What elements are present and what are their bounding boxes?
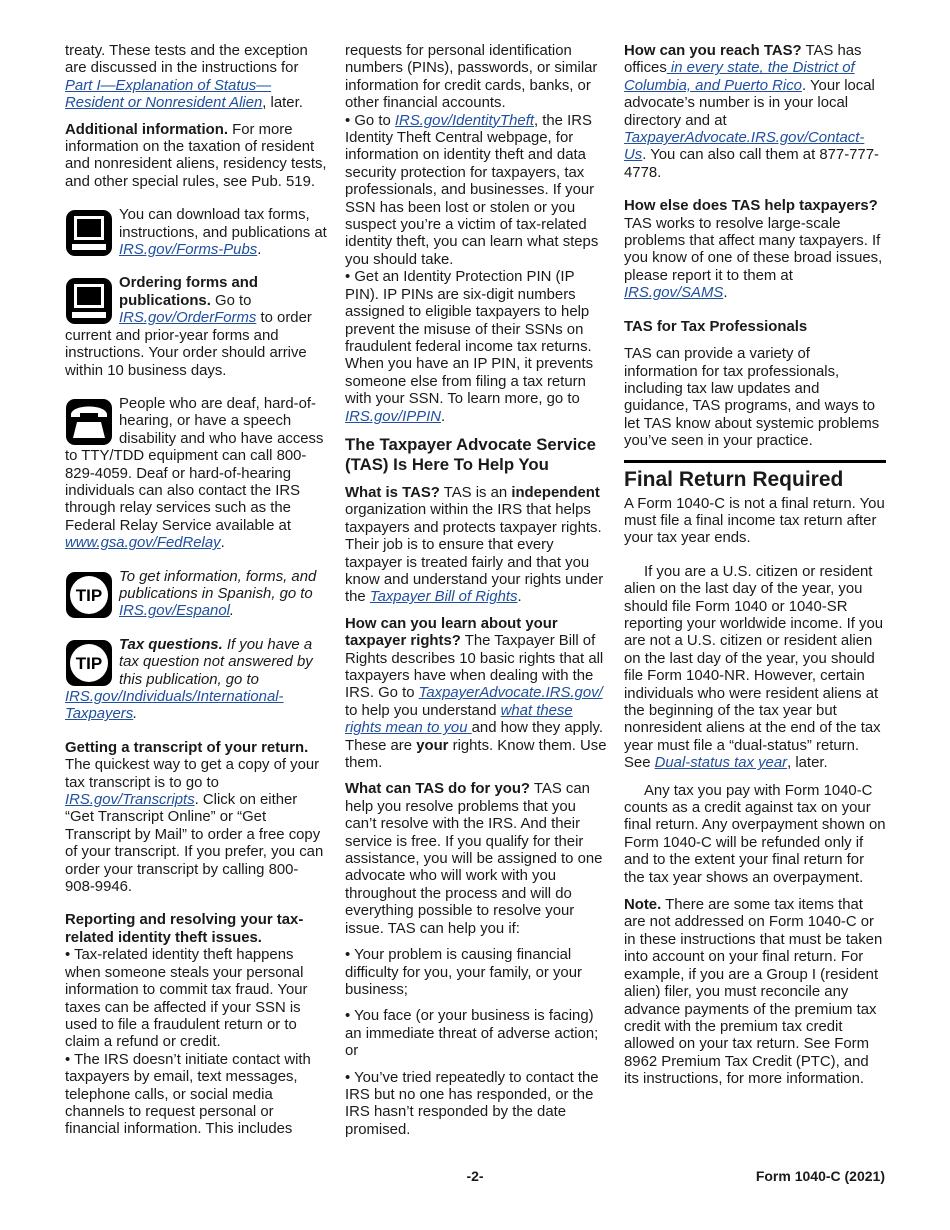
identity-theft-section <box>65 912 327 1138</box>
tas-heading: The Taxpayer Advocate Service (TAS) Is Here To Help You <box>345 434 596 474</box>
bullet-item: • The IRS doesn’t initiate contact with taxpayers by email, text messages, telephone calls, or social media channels to request personal or financial information. This includes <box>65 1051 311 1138</box>
computer-icon <box>65 209 113 257</box>
link-ippin[interactable]: IRS.gov/IPPIN <box>345 408 441 425</box>
link-what-these-rights-mean[interactable]: what these rights mean to you <box>345 702 573 737</box>
paragraph-what-is-tas: What is TAS? TAS is an independent organization within the IRS that helps taxpayers and protects taxpayer rights. Their job is to ensure that every taxpayer is treated fairly and that you know and understand your rights under the Taxpayer Bill of Rights. <box>345 484 604 606</box>
column-2 <box>345 43 607 1148</box>
svg-text:TIP: TIP <box>75 653 103 673</box>
column-3 <box>624 43 886 1098</box>
final-return-heading: Final Return Required <box>624 467 844 491</box>
tip-icon <box>65 571 113 619</box>
link-taxpayer-advocate[interactable]: TaxpayerAdvocate.IRS.gov/ <box>418 685 603 702</box>
bullet-item: • You face (or your business is facing) an immediate threat of adverse action; or <box>345 1008 599 1060</box>
paragraph-else-tas: How else does TAS help taxpayers? TAS works to resolve large-scale problems that affect many taxpayers. If you know of one of these broad issues, please report it to them at IRS.gov/SAMS. <box>624 198 883 302</box>
paragraph-final-citizen: If you are a U.S. citizen or resident alien on the last day of the year, you should file Form 1040 or 1040-SR reporting your worldwide income. If you are not a U.S. citizen or resident alien on the last day of the year, you should file Form 1040-NR. However, certain individuals who were resident aliens at the beginning of the tax year but nonresident aliens at the end of the tax year must file a “dual-status” return. See Dual-status tax year, later. <box>624 563 884 772</box>
tty-tdd-block: People who are deaf, hard-of-hearing, or have a speech disability and who have access to TTY/TDD equipment can call 800-829-4059. Deaf or hard-of-hearing individuals can also contact the IRS through relay services such as the Federal Relay Service available at www.gsa.gov/FedRelay. <box>65 395 324 552</box>
paragraph-additional-info: Additional information. For more information on the taxation of resident and nonresident aliens, residency tests, and other special rules, see Pub. 519. <box>65 121 327 190</box>
tip-spanish-block: TIP To get information, forms, and publications in Spanish, go to IRS.gov/Espanol. <box>65 569 327 621</box>
column-1 <box>65 43 327 1139</box>
paragraph-note: Note. There are some tax items that are not addressed on Form 1040-C or in these instructions that must be taken into account on your final return. For example, if you are a Group I (resident alien) filer, you must reconcile any advance payments of the premium tax credit with the premium tax credit allowed on your tax return. See Form 8962 Premium Tax Credit (PTC), and its instructions, for more information. <box>624 897 883 1088</box>
paragraph-continued: requests for personal identification numbers (PINs), passwords, or similar information for credit cards, banks, or other financial accounts. <box>345 43 598 112</box>
link-identity-theft[interactable]: IRS.gov/IdentityTheft <box>394 112 534 129</box>
bullet-item: • Tax-related identity theft happens when someone steals your personal information to commit tax fraud. Your taxes can be affected if your SSN is used to file a fraudulent return or to claim a refund or credit. <box>65 947 308 1051</box>
paragraph-treaty: treaty. These tests and the exception are discussed in the instructions for Part I—Explanation of Status—Resident or Nonresident Alien, later. <box>65 43 308 112</box>
link-state-offices[interactable]: in every state, the District of Columbia, and Puerto Rico <box>624 60 855 94</box>
tip-tax-questions-block: TIP Tax questions. If you have a tax question not answered by this publication, go to IRS.gov/Individuals/International-Taxpayers. <box>65 636 313 723</box>
link-forms-pubs[interactable]: IRS.gov/Forms-Pubs <box>119 242 258 259</box>
paragraph-transcript: Getting a transcript of your return. The quickest way to get a copy of your tax transcript is to go to IRS.gov/Transcripts. Click on either “Get Transcript Online” or “Get Transcript by Mail” to order a free copy of your transcript. If you prefer, you can order your transcript by calling 800-908-9946. <box>65 739 324 896</box>
identity-theft-heading: Reporting and resolving your tax-related identity theft issues. <box>65 912 304 946</box>
paragraph-final-credit: Any tax you pay with Form 1040-C counts as a credit against tax on your final return. Any overpayment shown on Form 1040-C will be refunded only if and to the extent your final return for the tax year shows an overpayment. <box>624 782 886 886</box>
paragraph-final-intro: A Form 1040-C is not a final return. You must file a final income tax return after your tax year ends. <box>624 495 885 547</box>
paragraph-what-can-tas-do: What can TAS do for you? TAS can help you resolve problems that you can’t resolve with the IRS. And their service is free. If you qualify for their assistance, you will be assigned to one advocate who will work with you throughout the process and will do everything possible to resolve your issue. TAS can help you if: <box>345 781 603 937</box>
form-identifier: Form 1040-C (2021) <box>755 1168 885 1184</box>
download-forms-block: You can download tax forms, instructions, and publications at IRS.gov/Forms-Pubs. <box>65 207 327 259</box>
telephone-icon <box>65 398 113 446</box>
ordering-forms-block: Ordering forms and publications. Go to IRS.gov/OrderForms to order current and prior-year forms and instructions. Your order should arrive within 10 business days. <box>65 275 312 379</box>
link-international-taxpayers[interactable]: IRS.gov/Individuals/International-Taxpayers <box>65 689 284 723</box>
page-number: -2- <box>466 1168 484 1184</box>
tip-icon <box>65 639 113 687</box>
link-taxpayer-bill-of-rights[interactable]: Taxpayer Bill of Rights <box>369 589 518 606</box>
link-dual-status-tax-year[interactable]: Dual-status tax year <box>654 755 788 772</box>
computer-icon <box>65 277 113 325</box>
link-order-forms[interactable]: IRS.gov/OrderForms <box>119 310 257 327</box>
link-contact-us[interactable]: TaxpayerAdvocate.IRS.gov/Contact-Us <box>624 130 865 164</box>
tas-professionals-heading: TAS for Tax Professionals <box>624 318 808 335</box>
paragraph-learn-rights: How can you learn about your taxpayer rights? The Taxpayer Bill of Rights describes 10 basic rights that all taxpayers have when dealing with the IRS. Go to TaxpayerAdvocate.IRS.gov/ to help you understand what these rights mean to you and how they apply. These are your rights. Know them. Use them. <box>345 615 607 772</box>
section-divider <box>624 460 886 463</box>
link-transcripts[interactable]: IRS.gov/Transcripts <box>65 792 195 809</box>
bullet-item: • Get an Identity Protection PIN (IP PIN). IP PINs are six-digit numbers assigned to eligible taxpayers to help prevent the misuse of their SSNs on fraudulent federal income tax returns. When you have an IP PIN, it prevents someone else from filing a tax return with your SSN. To learn more, go to IRS.gov/IPPIN. <box>345 269 594 425</box>
bullet-item: • Go to IRS.gov/IdentityTheft, the IRS Identity Theft Central webpage, for information on identity theft and data security protection for taxpayers, tax professionals, and businesses. If your SSN has been lost or stolen or you suspect you’re a victim of tax-related identity theft, you can learn what steps you should take. <box>345 112 599 268</box>
bullet-item: • You’ve tried repeatedly to contact the IRS but no one has responded, or the IRS hasn’t responded by the date promised. <box>345 1069 599 1138</box>
paragraph-tas-professionals: TAS can provide a variety of information for tax professionals, including tax law updates and guidance, TAS programs, and ways to let TAS know about systemic problems you’ve seen in your practice. <box>624 346 880 450</box>
paragraph-reach-tas: How can you reach TAS? TAS has offices in every state, the District of Columbia, and Puerto Rico. Your local advocate’s number is in your local directory and at TaxpayerAdvocate.IRS.gov/Contact-Us. You can also call them at 877-777-4778. <box>624 43 879 181</box>
link-sams[interactable]: IRS.gov/SAMS <box>624 285 724 302</box>
svg-text:TIP: TIP <box>75 585 103 605</box>
link-part-1-explanation[interactable]: Part I—Explanation of Status—Resident or Nonresident Alien <box>65 77 272 112</box>
link-espanol[interactable]: IRS.gov/Espanol <box>119 603 230 620</box>
bullet-item: • Your problem is causing financial difficulty for you, your family, or your business; <box>345 947 582 998</box>
link-fed-relay[interactable]: www.gsa.gov/FedRelay <box>65 535 221 552</box>
